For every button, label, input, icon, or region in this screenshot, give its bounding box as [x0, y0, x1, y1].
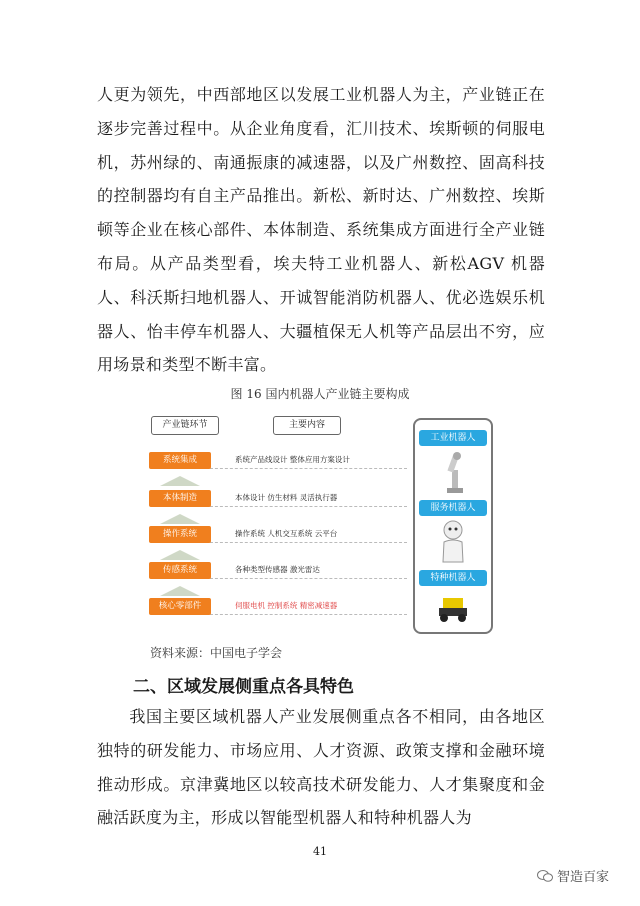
industry-chain-figure — [145, 410, 495, 635]
robot-type-service: 服务机器人 — [419, 500, 487, 516]
stage-label: 传感系统 — [149, 562, 211, 579]
stage-content: 各种类型传感器 激光雷达 — [235, 565, 320, 574]
service-robot-icon — [437, 520, 469, 564]
figure-source: 资料来源：中国电子学会 — [150, 646, 283, 660]
special-robot-vehicle-icon — [435, 594, 471, 624]
figure-caption: 图 16 国内机器人产业链主要构成 — [230, 387, 410, 401]
industrial-robot-arm-icon — [439, 450, 469, 494]
stage-row — [145, 522, 407, 547]
section-heading: 二、区域发展侧重点各具特色 — [133, 677, 354, 697]
header-main-content: 主要内容 — [273, 416, 341, 435]
header-chain-stage: 产业链环节 — [151, 416, 219, 435]
arrow-up-icon — [160, 476, 200, 486]
robot-types-panel — [413, 418, 493, 634]
stage-label: 本体制造 — [149, 490, 211, 507]
stage-label: 系统集成 — [149, 452, 211, 469]
stage-content: 系统产品线设计 整体应用方案设计 — [235, 455, 350, 464]
stage-row — [145, 448, 407, 473]
watermark-text: 智造百家 — [557, 870, 610, 885]
stage-row — [145, 486, 407, 511]
stage-row — [145, 594, 407, 619]
wechat-icon — [537, 869, 553, 883]
page-number: 41 — [313, 845, 327, 858]
body-paragraph-bottom-text: 我国主要区域机器人产业发展侧重点各不相同，由各地区独特的研发能力、市场应用、人才资源、政策支撑和金融环境推动形成。京津冀地区以较高技术研发能力、人才集聚度和金融活跃度为主，形成以智能型机器人和特种机器人为 — [97, 707, 545, 828]
stage-label: 核心零部件 — [149, 598, 211, 615]
body-paragraph-top: 人更为领先，中西部地区以发展工业机器人为主，产业链正在逐步完善过程中。从企业角度看，汇川技术、埃斯顿的伺服电机，苏州绿的、南通振康的减速器，以及广州数控、固高科技的控制器均有自主产品推出。新松、新时达、广州数控、埃斯顿等企业在核心部件、本体制造、系统集成方面进行全产业链布局。从产品类型看，埃夫特工业机器人、新松AGV 机器人、科沃斯扫地机器人、开诚智能消防机器人、优必选娱乐机器人、怡丰停车机器人、大疆植保无人机等产品层出不穷，应用场景和类型不断丰富。 — [97, 85, 545, 375]
body-paragraph-bottom — [97, 700, 545, 835]
robot-type-industrial: 工业机器人 — [419, 430, 487, 446]
robot-type-special: 特种机器人 — [419, 570, 487, 586]
stage-label: 操作系统 — [149, 526, 211, 543]
watermark — [537, 866, 609, 885]
stage-row — [145, 558, 407, 583]
stage-content: 操作系统 人机交互系统 云平台 — [235, 529, 338, 538]
stage-content: 本体设计 仿生材料 灵活执行器 — [235, 493, 338, 502]
stage-content: 伺服电机 控制系统 精密减速器 — [235, 601, 338, 610]
